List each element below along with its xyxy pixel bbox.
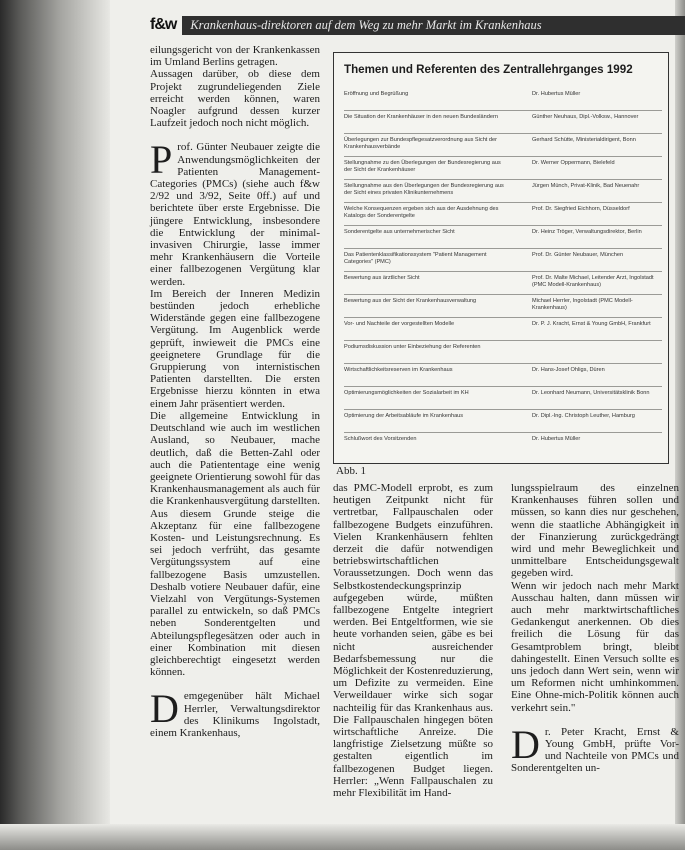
- dropcap-d2: D: [511, 721, 540, 767]
- row-divider: [344, 294, 662, 295]
- row-divider: [344, 202, 662, 203]
- topic-row: [344, 367, 662, 390]
- col1-paragraph-2: Aussagen darüber, ob diese dem Projekt zugrundeliegenden Ziele erreicht werden können, waren Noagler aufgrund dessen kurzer Laufzeit jedoch noch nicht möglich.: [150, 68, 320, 130]
- topic-row: [344, 390, 662, 413]
- topic-row: [344, 91, 662, 114]
- topic-text: Stellungnahme zu den Überlegungen der Bundesregierung aus der Sicht der Krankenhäuser: [344, 160, 501, 173]
- topic-text: Schlußwort des Vorsitzenden: [344, 436, 417, 442]
- topic-row: [344, 206, 662, 229]
- speaker-text: Günther Neuhaus, Dipl.-Volksw., Hannover: [532, 114, 639, 120]
- topic-text: Eröffnung und Begrüßung: [344, 91, 409, 97]
- col3-paragraph-1: lungsspielraum des einzelnen Krankenhauses führen sollen und müssen, so kann dies nur geschehen, wenn die staatliche Abhängigkeit in der Finanzierung zurückgedrängt wird und mehr Beweglichkeit und unmittelbare Entscheidungsgewalt gegeben wird.: [511, 482, 679, 580]
- topic-text: Optimierung der Arbeitsabläufe im Krankenhaus: [344, 413, 464, 419]
- topic-text: Vor- und Nachteile der vorgestellten Modelle: [344, 321, 455, 327]
- col1-paragraph-1: eilungsgericht von der Krankenkassen im Umland Berlins getragen.: [150, 44, 320, 69]
- row-divider: [344, 432, 662, 433]
- dropcap-d: D: [150, 686, 179, 732]
- topic-row: [344, 298, 662, 321]
- header-title: Krankenhaus-direktoren auf dem Weg zu mehr Markt im Krankenhaus: [182, 16, 685, 35]
- topic-text: Die Situation der Krankenhäuser in den neuen Bundesländern: [344, 114, 498, 120]
- speaker-text: Dr. P. J. Kracht, Ernst & Young GmbH, Frankfurt: [532, 321, 651, 327]
- column-2: [333, 482, 493, 799]
- col3-paragraph-2: Wenn wir jedoch nach mehr Markt Ausschau halten, dann müssen wir auch mehr marktwirtschaftliches Gedankengut anerkennen. Ob dies freilich die Lösung für das Gesamtproblem bringt, bleibt dahingestellt. Einen Versuch sollte es uns jedoch dann Wert sein, wenn wir um Reformen nicht umhinkommen. Eine Ohne-mich-Politik können auch verkehrt sein.": [511, 579, 679, 714]
- topic-row: [344, 321, 662, 344]
- col3-paragraph-3: r. Peter Kracht, Ernst & Young GmbH, prüfte Vor- und Nachteile von PMCs und Sonderentgelten un-: [511, 725, 679, 775]
- topic-row: [344, 183, 662, 206]
- row-divider: [344, 386, 662, 387]
- col2-paragraph-1: das PMC-Modell erprobt, es zum heutigen Zeitpunkt nicht für vertretbar, Fallpauschalen oder fallbezogene Budgets einzuführen. Vielen Krankenhäusern fehlten derzeit die dafür notwendigen betriebswirtschaftlichen Voraussetzungen. Doch wenn das Selbstkostendeckungsprinzip aufgegeben würde, müßten fallbezogene Entgelte integriert werden. Bei Entgeltformen, wie sie heute vorhanden seien, gäbe es bei nicht ausreichender Bedarfsbemessung nur die Möglichkeit der Kostenreduzierung, um Defizite zu vermeiden. Eine Verweildauer wirke sich sogar nachteilig für das Krankenhaus aus. Die Fallpauschalen hingegen böten wirtschaftliche Anreize. Die langfristige Zielsetzung müßte so gestalten eigentlich im fallbezogenen Budget liegen. Herrler: „Wenn Fallpauschalen zu mehr Flexibilität im Hand-: [333, 482, 493, 800]
- col1-paragraph-3: rof. Günter Neubauer zeigte die Anwendungsmöglichkeiten der Patienten Management-Categories (PMCs) (siehe auch f&w 2/92 und 3/92, Seite 0ff.) auf und berichtete über erste Ergebnisse. Die jüngere Entwicklung, insbesondere die Entwicklung der minimal-invasiven Chirurgie, lasse immer mehr Krankenhäusern die Vorteile einer fallbezogenen Vergütung klar werden.: [150, 141, 320, 288]
- topic-row: [344, 114, 662, 137]
- topic-row: [344, 344, 662, 367]
- speaker-text: Dr. Werner Oppermann, Bielefeld: [532, 160, 615, 166]
- scan-shadow-left: [0, 0, 110, 850]
- speaker-text: Dr. Hans-Josef Ohligs, Düren: [532, 367, 605, 373]
- col1-paragraph-5: Die allgemeine Entwicklung in Deutschland wie auch im westlichen Ausland, so Neubauer, mache deutlich, daß die Betten-Zahl oder auch die Patiententage eine wenig geeignete Orientierung sowohl für das Krankenhausmanagement als auch für die Krankenhausvergütung darstellten. Aus diesem Grunde steige die Akzeptanz für eine fallbezogene Kosten- und Leistungsrechnung. Es sei jedoch verfrüht, das gesamte Vergütungssystem auf eine fallbezogene Basis umzustellen. Deshalb votiere Neubauer dafür, eine Vielzahl von Vergütungs-Systemen parallel zu entwickeln, so daß PMCs neben Sonderentgelten und Abteilungspflegesätzen oder auch in einer Kombination mit diesen gleichberechtigt eingesetzt werden können.: [150, 409, 320, 679]
- topic-text: Wirtschaftlichkeitsreserven im Krankenhaus: [344, 367, 453, 373]
- topic-row: [344, 252, 662, 275]
- topic-row: [344, 137, 662, 160]
- row-divider: [344, 363, 662, 364]
- topic-text: Bewertung aus der Sicht der Krankenhausverwaltung: [344, 298, 477, 304]
- col1-paragraph-3-wrap: [150, 137, 320, 288]
- speaker-text: Dr. Dipl.-Ing. Christoph Leuther, Hamburg: [532, 413, 635, 419]
- speaker-text: Dr. Hubertus Müller: [532, 436, 581, 442]
- topic-row: [344, 229, 662, 252]
- topic-text: Das Patientenklassifikationssystem "Patient Management Categories" (PMC): [344, 252, 487, 265]
- row-divider: [344, 225, 662, 226]
- running-header: [150, 14, 685, 36]
- row-divider: [344, 317, 662, 318]
- col1-paragraph-4: Im Bereich der Inneren Medizin bestünden jedoch erhebliche Widerstände gegen eine fallbezogene Vergütung. Im Augenblick werde geprüft, inwieweit die PMCs eine geeignetere Grundlage für die Gruppierung von internistischen Patienten darstellten. Die ersten Ergebnisse hierzu könnten in etwa einem Jahr präsentiert werden.: [150, 287, 320, 410]
- speaker-text: Dr. Leonhard Neumann, Universitätsklinik Bonn: [532, 390, 650, 396]
- speaker-text: Gerhard Schütte, Ministerialdirigent, Bonn: [532, 137, 636, 143]
- row-divider: [344, 409, 662, 410]
- col1-paragraph-6: emgegenüber hält Michael Herrler, Verwaltungsdirektor des Klinikums Ingolstadt, einem Krankenhaus,: [150, 690, 320, 739]
- row-divider: [344, 340, 662, 341]
- topic-row: [344, 436, 662, 459]
- row-divider: [344, 248, 662, 249]
- speaker-text: Michael Herrler, Ingolstadt (PMC Modell-Krankenhaus): [532, 298, 633, 311]
- row-divider: [344, 133, 662, 134]
- speaker-text: Prof. Dr. Siegfried Eichhorn, Düsseldorf: [532, 206, 630, 212]
- topic-text: Welche Konsequenzen ergeben sich aus der Ausdehnung des Katalogs der Sonderentgelte: [344, 206, 499, 219]
- journal-logo: f&w: [150, 16, 177, 33]
- topic-text: Podiumsdiskussion unter Einbeziehung der Referenten: [344, 344, 481, 350]
- topics-box: [333, 52, 669, 464]
- speaker-text: Prof. Dr. Günter Neubauer, München: [532, 252, 624, 258]
- topic-row: [344, 160, 662, 183]
- column-1: [150, 44, 320, 739]
- topic-text: Bewertung aus ärztlicher Sicht: [344, 275, 420, 281]
- speaker-text: Prof. Dr. Malte Michael, Leitender Arzt, Ingolstadt (PMC Modell-Krankenhaus): [532, 275, 654, 288]
- topic-row: [344, 275, 662, 298]
- figure-caption: Abb. 1: [336, 465, 366, 477]
- topic-text: Überlegungen zur Bundespflegesatzverordnung aus Sicht der Krankenhausverbände: [344, 137, 497, 150]
- topic-text: Stellungnahme aus den Überlegungen der Bundesregierung aus der Sicht eines privaten Klinikunternehmens: [344, 183, 504, 196]
- row-divider: [344, 179, 662, 180]
- row-divider: [344, 156, 662, 157]
- col1-paragraph-6-wrap: [150, 686, 320, 739]
- topic-row: [344, 413, 662, 436]
- dropcap-p: P: [150, 137, 173, 183]
- row-divider: [344, 271, 662, 272]
- row-divider: [344, 110, 662, 111]
- scan-shadow-bottom: [0, 824, 685, 850]
- speaker-text: Dr. Heinz Tröger, Verwaltungsdirektor, Berlin: [532, 229, 642, 235]
- topic-text: Sonderentgelte aus unternehmerischer Sicht: [344, 229, 455, 235]
- box-title: Themen und Referenten des Zentrallehrganges 1992: [344, 63, 633, 76]
- topic-text: Optimierungsmöglichkeiten der Sozialarbeit im KH: [344, 390, 469, 396]
- speaker-text: Dr. Hubertus Müller: [532, 91, 581, 97]
- col3-paragraph-3-wrap: [511, 721, 679, 775]
- speaker-text: Jürgen Münch, Privat-Klinik, Bad Neuenahr: [532, 183, 640, 189]
- column-3: [511, 482, 679, 775]
